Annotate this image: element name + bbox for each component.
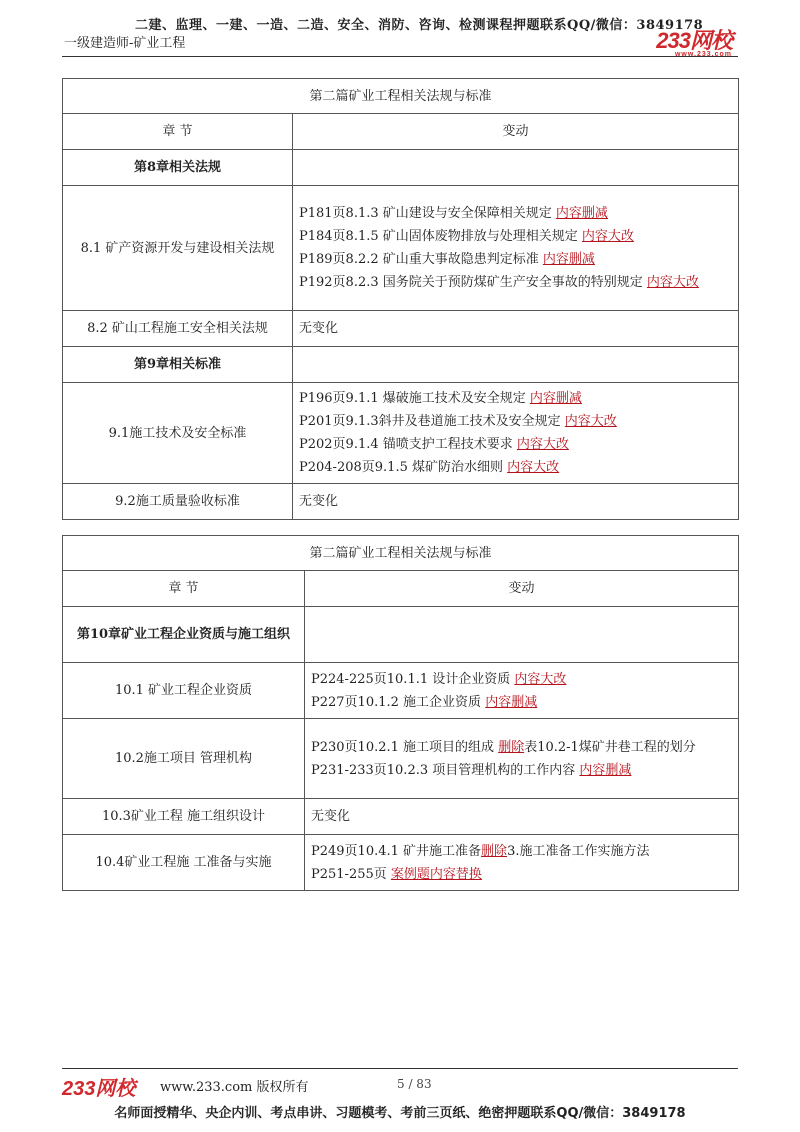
change-tag-link[interactable]: 内容大改 xyxy=(646,275,699,290)
brand-logo xyxy=(656,24,732,58)
footer-logo: 233网校 xyxy=(62,1078,136,1100)
change-line: P224-225页10.1.1 设计企业资质 内容大改 xyxy=(311,671,567,687)
chapter-heading: 第10章矿业工程企业资质与施工组织 xyxy=(63,607,305,663)
section-cell: 10.4矿业工程施 工准备与实施 xyxy=(63,835,305,891)
header-subtitle: 一级建造师-矿业工程 xyxy=(64,36,186,51)
change-cell: 无变化 xyxy=(293,311,739,347)
header-divider xyxy=(62,56,738,57)
change-line: P201页9.1.3斜井及巷道施工技术及安全规定 内容大改 xyxy=(299,414,617,429)
col-header-chapter: 章 节 xyxy=(63,571,305,607)
change-line: P181页8.1.3 矿山建设与安全保障相关规定 内容删减 xyxy=(299,206,608,221)
section-cell: 9.2施工质量验收标准 xyxy=(63,484,293,520)
col-header-chapter: 章 节 xyxy=(63,114,293,150)
change-cell xyxy=(305,607,739,663)
change-tag-link[interactable]: 内容大改 xyxy=(507,460,560,475)
change-line: P192页8.2.3 国务院关于预防煤矿生产安全事故的特别规定 内容大改 xyxy=(299,275,699,290)
regulations-table-1 xyxy=(62,78,739,520)
section-cell: 8.2 矿山工程施工安全相关法规 xyxy=(63,311,293,347)
change-line: P251-255页 案例题内容替换 xyxy=(311,866,482,882)
change-tag-link[interactable]: 内容大改 xyxy=(516,437,569,452)
change-tag-link[interactable]: 案例题内容替换 xyxy=(390,866,482,882)
col-header-change: 变动 xyxy=(305,571,739,607)
change-line: P231-233页10.2.3 项目管理机构的工作内容 内容删减 xyxy=(311,762,632,778)
brand-logo-text: 233网校 xyxy=(656,28,732,53)
change-tag-link[interactable]: 内容删减 xyxy=(579,762,632,778)
section-cell: 10.3矿业工程 施工组织设计 xyxy=(63,799,305,835)
change-line-tail: 表10.2-1煤矿井巷工程的划分 xyxy=(524,739,696,755)
change-line: P184页8.1.5 矿山固体废物排放与处理相关规定 内容大改 xyxy=(299,229,634,244)
change-tag-link[interactable]: 内容删减 xyxy=(555,206,608,221)
col-header-change: 变动 xyxy=(293,114,739,150)
chapter-heading: 第9章相关标准 xyxy=(63,347,293,383)
change-line: P227页10.1.2 施工企业资质 内容删减 xyxy=(311,694,538,710)
change-tag-link[interactable]: 内容删减 xyxy=(542,252,595,267)
change-line: P230页10.2.1 施工项目的组成 xyxy=(311,739,499,755)
change-tag-link[interactable]: 删除 xyxy=(481,843,508,859)
section-cell: 8.1 矿产资源开发与建设相关法规 xyxy=(63,186,293,311)
change-tag-link[interactable]: 内容大改 xyxy=(564,414,617,429)
change-cell xyxy=(305,663,739,719)
footer-divider xyxy=(62,1068,738,1069)
change-cell xyxy=(293,186,739,311)
chapter-heading: 第8章相关法规 xyxy=(63,150,293,186)
change-tag-link[interactable]: 内容大改 xyxy=(581,229,634,244)
change-tag-link[interactable]: 内容大改 xyxy=(514,671,567,687)
change-cell: 无变化 xyxy=(293,484,739,520)
change-line: P249页10.4.1 矿井施工准备删除3.施工准备工作实施方法 xyxy=(311,843,650,859)
regulations-table-2 xyxy=(62,535,739,891)
brand-logo-sub: www.233.com xyxy=(674,51,732,58)
section-cell: 10.2施工项目 管理机构 xyxy=(63,719,305,799)
table-title: 第二篇矿业工程相关法规与标准 xyxy=(63,79,739,114)
header-contact-line: 二建、监理、一建、一造、二造、安全、消防、咨询、检测课程押题联系QQ/微信：3849178 xyxy=(135,18,704,33)
section-cell: 10.1 矿业工程企业资质 xyxy=(63,663,305,719)
change-cell xyxy=(293,383,739,484)
footer-contact-line: 名师面授精华、央企内训、考点串讲、习题模考、考前三页纸、绝密押题联系QQ/微信：3849178 xyxy=(114,1106,686,1121)
section-cell: 9.1施工技术及安全标准 xyxy=(63,383,293,484)
change-line: P202页9.1.4 锚喷支护工程技术要求 内容大改 xyxy=(299,437,569,452)
page-number: 5 / 83 xyxy=(397,1077,432,1091)
change-tag-link[interactable]: 删除 xyxy=(498,739,525,755)
change-tag-link[interactable]: 内容删减 xyxy=(529,391,582,406)
change-cell xyxy=(305,835,739,891)
change-line: P204-208页9.1.5 煤矿防治水细则 内容大改 xyxy=(299,460,560,475)
change-cell xyxy=(293,150,739,186)
change-cell xyxy=(305,719,739,799)
change-cell: 无变化 xyxy=(305,799,739,835)
change-tag-link[interactable]: 内容删减 xyxy=(485,694,538,710)
change-line: P196页9.1.1 爆破施工技术及安全规定 内容删减 xyxy=(299,391,582,406)
table-title: 第二篇矿业工程相关法规与标准 xyxy=(63,536,739,571)
change-cell xyxy=(293,347,739,383)
change-line: P189页8.2.2 矿山重大事故隐患判定标准 内容删减 xyxy=(299,252,595,267)
footer-copyright[interactable]: www.233.com 版权所有 xyxy=(160,1080,309,1095)
